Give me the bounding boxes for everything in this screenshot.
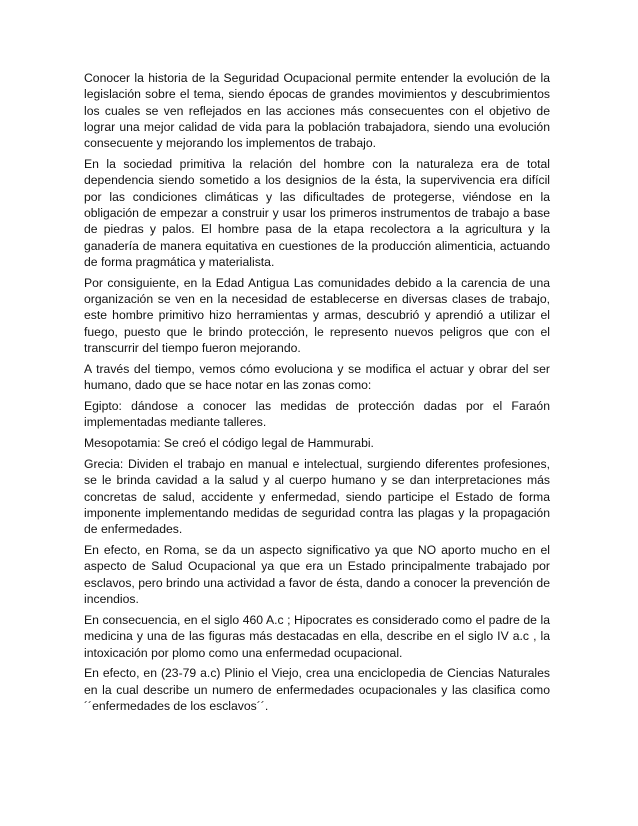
paragraph-rome: En efecto, en Roma, se da un aspecto significativo ya que NO aporto mucho en el aspecto de Salud Ocupacional ya que era un Estado principalmente trabajado por esclavos, pero brindo una actividad a favor de ésta, dando a conocer la prevención de incendios. [84,543,550,607]
paragraph-mesopotamia: Mesopotamia: Se creó el código legal de Hammurabi. [84,436,374,451]
paragraph-ancient-age: Por consiguiente, en la Edad Antigua Las comunidades debido a la carencia de una organización se ven en la necesidad de establecerse en diversas clases de trabajo, este hombre primitivo hizo herramientas y armas, descubrió y aprendió a utilizar el fuego, puesto que le brindo protección, le represento nuevos peligros que con el transcurrir del tiempo fueron mejorando. [84,275,550,355]
paragraph-evolution: A través del tiempo, vemos cómo evoluciona y se modifica el actuar y obrar del ser humano, dado que se hace notar en las zonas como: [84,361,550,393]
paragraph-hippocrates: En consecuencia, en el siglo 460 A.c ; Hipocrates es considerado como el padre de la medicina y una de las figuras más destacadas en ella, describe en el siglo IV a.c , la intoxicación por plomo como una enfermedad ocupacional. [84,612,550,660]
document-body [84,70,550,719]
paragraph-primitive-society: En la sociedad primitiva la relación del hombre con la naturaleza era de total dependencia siendo sometido a los designios de la ésta, la supervivencia era difícil por las condiciones climáticas y las dificultades de protegerse, viéndose en la obligación de empezar a construir y usar los primeros instrumentos de trabajo a base de piedras y palos. El hombre pasa de la etapa recolectora a la agricultura y la ganadería de manera equitativa en cuestiones de la producción alimenticia, actuando de forma pragmática y materialista. [84,157,550,269]
paragraph-greece: Grecia: Dividen el trabajo en manual e intelectual, surgiendo diferentes profesiones, se le brinda cavidad a la salud y al cuerpo humano y se dan interpretaciones más concretas de salud, accidente y enfermedad, siendo participe el Estado de forma imponente implementando medidas de seguridad contra las plagas y la propagación de enfermedades. [84,457,550,537]
paragraph-pliny: En efecto, en (23-79 a.c) Plinio el Viejo, crea una enciclopedia de Ciencias Naturales en la cual describe un numero de enfermedades ocupacionales y las clasifica como ´´enfermedades de los esclavos´´. [84,666,550,714]
paragraph-egypt: Egipto: dándose a conocer las medidas de protección dadas por el Faraón implementadas mediante talleres. [84,399,550,430]
paragraph-intro: Conocer la historia de la Seguridad Ocupacional permite entender la evolución de la legislación sobre el tema, siendo épocas de grandes movimientos y descubrimientos los cuales se ven reflejados en las acciones más consecuentes con el objetivo de lograr una mejor calidad de vida para la población trabajadora, siendo una evolución consecuente y mejorando los implementos de trabajo. [84,71,550,151]
